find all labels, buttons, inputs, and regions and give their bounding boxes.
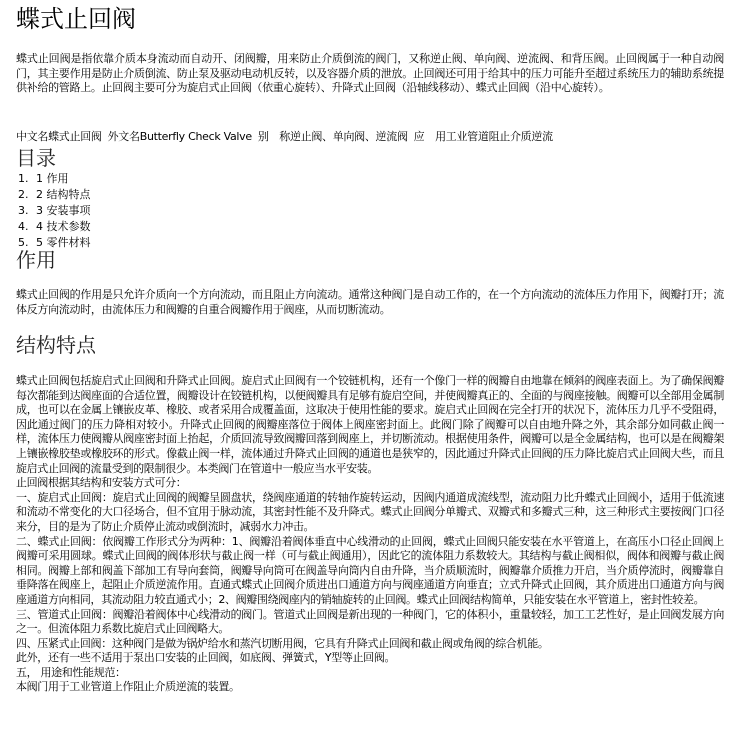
structure-paragraph-usage-heading: 五， 用途和性能规范： — [16, 665, 126, 679]
function-heading: 作用 — [16, 248, 56, 272]
intro-paragraph: 蝶式止回阀是指依靠介质本身流动而自动开、闭阀瓣，用来防止介质倒流的阀门，又称逆止阀、单向阀、逆流阀、和背压阀。止回阀属于一种自动阀门，其主要作用是防止介质倒流、防止泵及驱动电动机反转，以及容器介质的泄放。止回阀还可用于给其中的压力可能升至超过系统压力的辅助系统提供补给的管路上。止回阀主要可分为旋启式止回阀（依重心旋转）、升降式止回阀（沿轴线移动）、蝶式止回阀（沿中心旋转）。 — [16, 52, 724, 94]
structure-body — [16, 374, 724, 695]
structure-paragraph-swing: 一、旋启式止回阀：旋启式止回阀的阀瓣呈圆盘状，绕阀座通道的转轴作旋转运动，因阀内通道成流线型，流动阻力比升蝶式止回阀小，适用于低流速和流动不常变化的大口径场合，但不宜用于脉动流，其密封性能不及升降式。蝶式止回阀分单瓣式、双瓣式和多瓣式三种，这三种形式主要按阀门口径来分，目的是为了防止介质停止流动或倒流时，减弱水力冲击。 — [16, 490, 724, 533]
toc-item-installation[interactable]: 3. 3 安装事项 — [18, 204, 91, 217]
function-paragraph: 蝶式止回阀的作用是只允许介质向一个方向流动，而且阻止方向流动。通常这种阀门是自动工作的，在一个方向流动的流体压力作用下，阀瓣打开；流体反方向流动时，由流体压力和阀瓣的自重合阀瓣作用于阀座，从而切断流动。 — [16, 288, 724, 316]
toc-item-function[interactable]: 1. 1 作用 — [18, 172, 69, 185]
info-use: 应 用工业管道阻止介质逆流 — [413, 130, 553, 143]
structure-paragraph-butterfly: 二、蝶式止回阀：依阀瓣工作形式分为两种：1、阀瓣沿着阀体垂直中心线滑动的止回阀，蝶式止回阀只能安装在水平管道上，在高压小口径止回阀上阀瓣可采用圆球。蝶式止回阀的阀体形状与截止阀一样（可与截止阀通用），因此它的流体阻力系数较大。其结构与截止阀相似，阀体和阀瓣与截止阀相同。阀瓣上部和阀盖下部加工有导向套筒，阀瓣导向筒可在阀盖导向筒内自由升降，当介质顺流时，阀瓣靠介质推力开启，当介质停流时，阀瓣靠自垂降落在阀座上，起阻止介质逆流作用。直通式蝶式止回阀介质进出口通道方向与阀座通道方向垂直；立式升降式止回阀，其介质进出口通道方向与阀座通道方向相同，其流动阻力较直通式小；2、阀瓣围绕阀座内的销轴旋转的止回阀。蝶式止回阀结构简单，只能安装在水平管道上，密封性较差。 — [16, 534, 724, 606]
structure-paragraph-usage: 本阀门用于工业管道上作阻止介质逆流的装置。 — [16, 680, 240, 694]
toc-heading: 目录 — [16, 146, 56, 170]
structure-paragraph-pipeline: 三、管道式止回阀：阀瓣沿着阀体中心线滑动的阀门。管道式止回阀是新出现的一种阀门，它的体积小，重量较轻，加工工艺性好，是止回阀发展方向之一。但流体阻力系数比旋启式止回阀略大。 — [16, 607, 724, 636]
info-alias: 别 称逆止阀、单向阀、逆流阀 — [257, 130, 408, 143]
info-line — [16, 130, 724, 144]
toc-item-parameters[interactable]: 4. 4 技术参数 — [18, 220, 91, 233]
toc-item-structure[interactable]: 2. 2 结构特点 — [18, 188, 91, 201]
toc-item-materials[interactable]: 5. 5 零件材料 — [18, 236, 91, 249]
structure-paragraph-classification: 止回阀根据其结构和安装方式可分： — [16, 476, 187, 490]
structure-paragraph-overview: 蝶式止回阀包括旋启式止回阀和升降式止回阀。旋启式止回阀有一个铰链机构，还有一个像门一样的阀瓣自由地靠在倾斜的阀座表面上。为了确保阀瓣每次都能到达阀座面的合适位置，阀瓣设计在铰链机构，以便阀瓣具有足够有旋启空间，并使阀瓣真正的、全面的与阀座接触。阀瓣可以全部用金属制成，也可以在金属上镶嵌皮革、橡胶、或者采用合成覆盖面，这取决于使用性能的要求。旋启式止回阀在完全打开的状况下，流体压力几乎不受阻碍，因此通过阀门的压力降相对较小。升降式止回阀的阀瓣座落位于阀体上阀座密封面上。此阀门除了阀瓣可以自由地升降之外，其余部分如同截止阀一样，流体压力使阀瓣从阀座密封面上抬起，介质回流导致阀瓣回落到阀座上，并切断流动。根据使用条件，阀瓣可以是全金属结构，也可以是在阀瓣架上镶嵌橡胶垫或橡胶环的形式。像截止阀一样，流体通过升降式止回阀的通道也是狭窄的，因此通过升降式止回阀的压力降比旋启式止回阀大些，而且旋启式止回阀的流量受到的限制很少。本类阀门在管道中一般应当水平安装。 — [16, 374, 724, 475]
table-of-contents — [18, 171, 91, 251]
info-foreign-name: 外文名Butterfly Check Valve — [107, 130, 252, 143]
structure-paragraph-others: 此外，还有一些不适用于泵出口安装的止回阀，如底阀、弹簧式，Y型等止回阀。 — [16, 651, 396, 665]
structure-paragraph-compression: 四、压紧式止回阀：这种阀门是做为锅炉给水和蒸汽切断用阀，它具有升降式止回阀和截止阀或角阀的综合机能。 — [16, 636, 549, 650]
structure-heading: 结构特点 — [16, 333, 96, 357]
page-title: 蝶式止回阀 — [16, 5, 136, 33]
info-chinese-name: 中文名蝶式止回阀 — [16, 130, 102, 143]
